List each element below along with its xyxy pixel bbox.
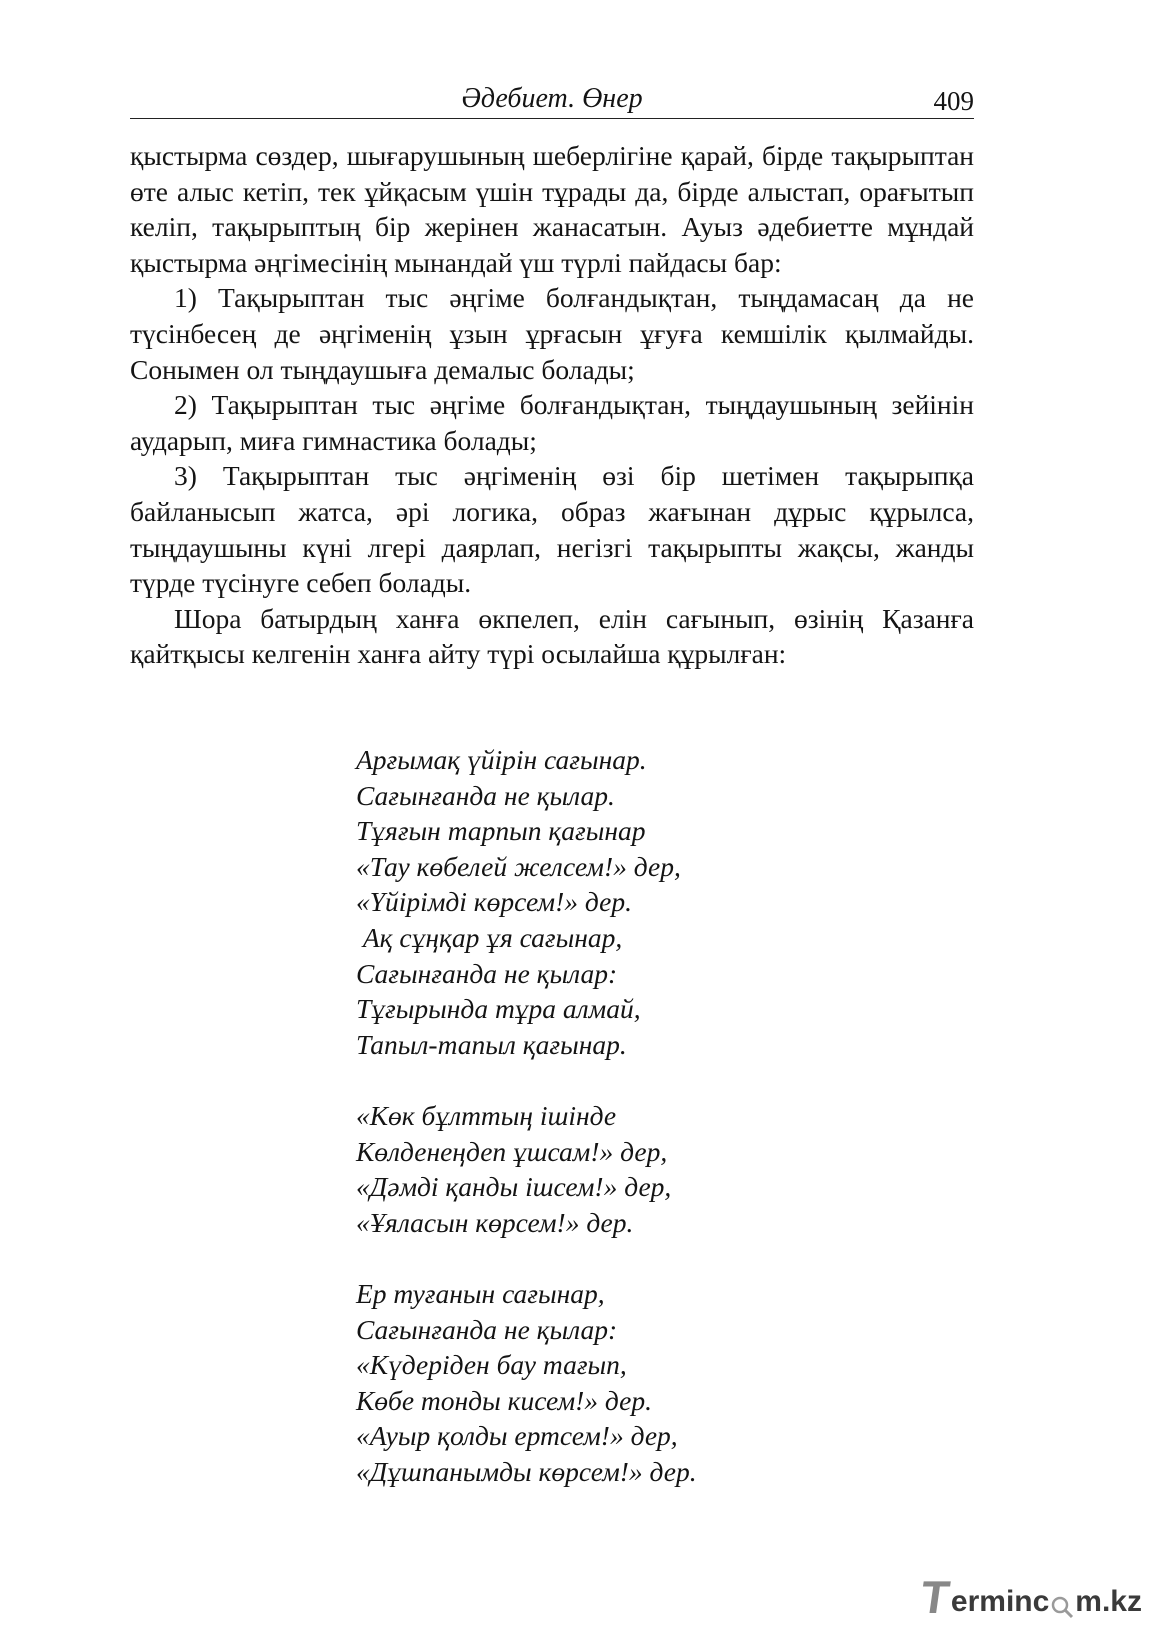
verse-line: Сағынғанда не қылар. — [356, 779, 615, 811]
verse-line: Тұғырында тұра алмай, — [356, 993, 641, 1025]
watermark-letter-t: T — [917, 1571, 953, 1623]
verse-line: «Дәмді қанды ішсем!» дер, — [356, 1171, 672, 1203]
watermark-text: m.kz — [1075, 1585, 1142, 1618]
body-text — [130, 138, 974, 672]
verse-line: Тапыл-тапыл қағынар. — [356, 1028, 627, 1060]
paragraph: 2) Тақырыптан тыс әңгіме болғандықтан, тыңдаушының зейінін аударып, миға гимнастика болады; — [130, 389, 974, 456]
verse-line: «Дұшпанымды көрсем!» дер. — [356, 1455, 697, 1487]
stanza — [356, 742, 697, 1062]
termincom-watermark-logo — [917, 1571, 1142, 1623]
running-header — [130, 82, 974, 119]
verse-line: Тұяғын тарпып қағынар — [356, 815, 646, 847]
verse-line: «Күдеріден бау тағып, — [356, 1349, 627, 1381]
stanza — [356, 1276, 697, 1490]
paragraph: 1) Тақырыптан тыс әңгіме болғандықтан, тыңдамасаң да не түсінбесең де әңгіменің ұзын ұрғасын ұғуға кемшілік қылмайды. Сонымен ол тыңдаушыға демалыс болады; — [130, 282, 974, 385]
verse-line: «Ауыр қолды ертсем!» дер, — [356, 1420, 678, 1452]
verse-line: «Үйірімді көрсем!» дер. — [356, 886, 632, 918]
verse-line: «Тау көбелей желсем!» дер, — [356, 850, 681, 882]
verse-line: Ақ сұңқар ұя сағынар, — [356, 921, 623, 953]
page-number: 409 — [933, 86, 974, 116]
watermark-text: c — [1032, 1585, 1050, 1618]
verse-line: Көлденеңдеп ұшсам!» дер, — [356, 1135, 668, 1167]
verse-line: Көбе тонды кисем!» дер. — [356, 1384, 652, 1416]
watermark-text: ermin — [950, 1585, 1033, 1618]
verse-line: Сағынғанда не қылар: — [356, 957, 618, 989]
running-title: Әдебиет. Өнер — [461, 83, 643, 114]
paragraph: Шора батырдың ханға өкпелеп, елін сағынып, өзінің Қазанға қайтқысы келгенін ханға айту түрі осылайша құрылған: — [130, 602, 974, 670]
verse-line: Ер туғанын сағынар, — [356, 1277, 605, 1309]
poem — [356, 742, 697, 1489]
verse-line: «Көк бұлттың ішінде — [356, 1099, 617, 1131]
verse-line: «Ұяласын көрсем!» дер. — [356, 1206, 634, 1238]
magnifier-icon — [1050, 1593, 1074, 1617]
paragraph: қыстырма сөздер, шығарушының шеберлігіне қарай, бірде тақырыптан өте алыс кетіп, тек ұйқасым үшін тұрады да, бірде алыстап, орағытып келіп, тақырыптың бір жерінен жанасатын. Ауыз әдебиетте мұндай қыстырма әңгімесінің мынандай үш түрлі пайдасы бар: — [130, 140, 974, 278]
stanza — [356, 1098, 697, 1240]
verse-line: Сағынғанда не қылар: — [356, 1313, 618, 1345]
verse-line: Арғымақ үйірін сағынар. — [356, 744, 647, 775]
paragraph: 3) Тақырыптан тыс әңгіменің өзі бір шетімен тақырыпқа байланысып жатса, әрі логика, образ жағынан дұрыс құрылса, тыңдаушыны күні лгері даярлап, негізгі тақырыпты жақсы, жанды түрде түсінуге себеп болады. — [130, 460, 974, 599]
